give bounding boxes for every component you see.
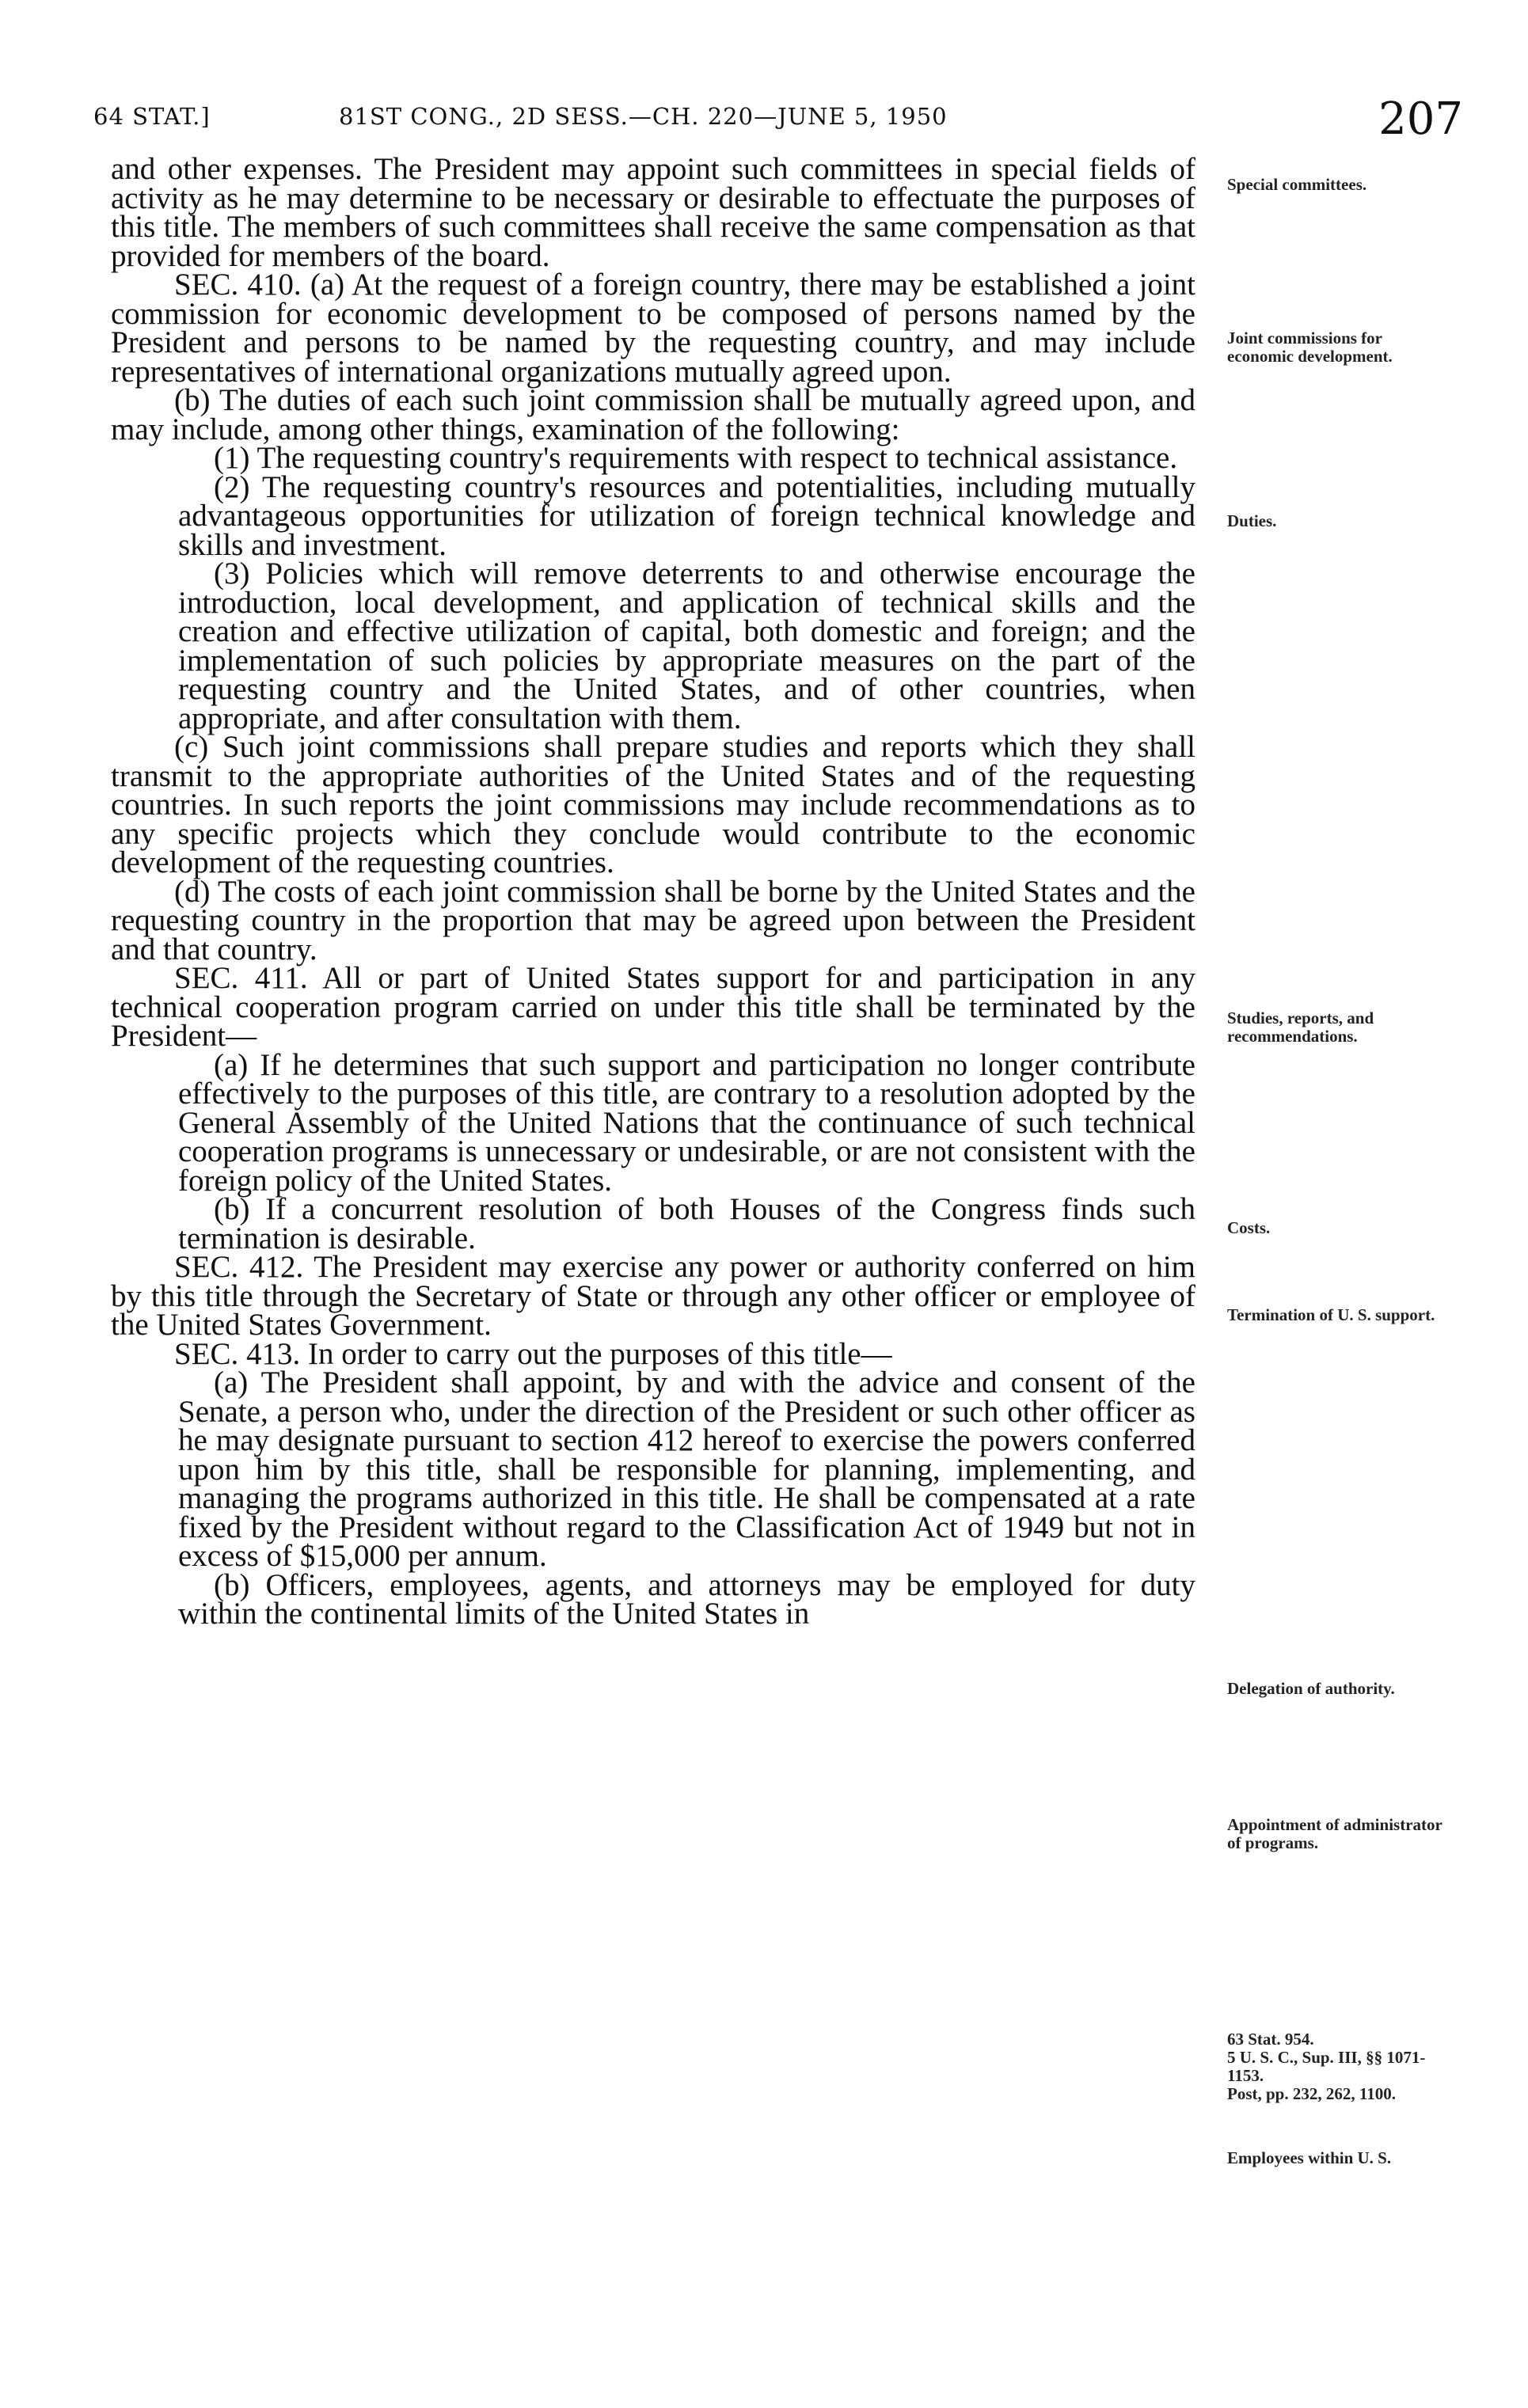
- margin-notes: [1227, 0, 1457, 2408]
- statute-body: [111, 152, 1195, 1631]
- clause-410-b-3: (3) Policies which will remove deterrents to and otherwise encourage the introduction, local development, and application of technical skills and the creation and effective utilization of capital, both domestic and foreign; and the implementation of such policies by appropriate measures on the part of the requesting country and the United States, and of other countries, when appropriate, and after consultation with them.: [178, 556, 1195, 735]
- clause-410-b-2: (2) The requesting country's resources and potentialities, including mutually advantageous opportunities for utilization of foreign technical knowledge and skills and investment.: [178, 469, 1195, 562]
- clause-411-a: (a) If he determines that such support and participation no longer contribute effectively to the purposes of this title, are contrary to a resolution adopted by the General Assembly of the United Nations that the continuance of such technical cooperation programs is unnecessary or undesirable, or are not consistent with the foreign policy of the United States.: [178, 1047, 1195, 1198]
- margin-note-joint-commissions: Joint commissions for economic development.: [1227, 329, 1393, 366]
- margin-note-termination: Termination of U. S. support.: [1227, 1305, 1435, 1324]
- paragraph-sec-410-c: (c) Such joint commissions shall prepare studies and reports which they shall transmit to the appropriate authorities of the United States and of the requesting countries. In such reports the joint commissions may include recommendations as to any specific projects which they conclude would contribute to the economic development of the requesting countries.: [111, 730, 1195, 879]
- margin-note-costs: Costs.: [1227, 1218, 1271, 1237]
- paragraph-committees: and other expenses. The President may appoint such committees in special fields of activity as he may determine to be necessary or desirable to effectuate the purposes of this title. The members of such committees shall receive the same compensation as that provided for members of the board.: [111, 152, 1195, 273]
- margin-note-delegation: Delegation of authority.: [1227, 1679, 1395, 1698]
- margin-note-appointment: Appointment of administrator of programs.: [1227, 1815, 1442, 1852]
- clause-410-b-1: (1) The requesting country's requirements with respect to technical assistance.: [214, 441, 1178, 475]
- paragraph-sec-410-b: (b) The duties of each such joint commission shall be mutually agreed upon, and may include, among other things, examination of the following:: [111, 383, 1195, 446]
- paragraph-sec-410-d: (d) The costs of each joint commission shall be borne by the United States and the requesting country in the proportion that may be agreed upon between the President and that country.: [111, 874, 1195, 967]
- margin-note-studies: Studies, reports, and recommendations.: [1227, 1008, 1374, 1046]
- citation-post: Post, pp. 232, 262, 1100.: [1227, 2084, 1396, 2103]
- margin-note-special-committees: Special committees.: [1227, 175, 1367, 194]
- clause-413-b: (b) Officers, employees, agents, and attorneys may be employed for duty within the continental limits of the United States in: [178, 1567, 1195, 1631]
- citation-stat: 63 Stat. 954.: [1227, 2030, 1314, 2049]
- clause-411-b: (b) If a concurrent resolution of both Houses of the Congress finds such termination is desirable.: [178, 1192, 1195, 1255]
- paragraph-sec-412: SEC. 412. The President may exercise any power or authority conferred on him by this title through the Secretary of State or through any other officer or employee of the United States Government.: [111, 1250, 1195, 1342]
- volume-reference: 64 STAT.]: [93, 103, 211, 130]
- paragraph-sec-410-a: SEC. 410. (a) At the request of a foreign country, there may be established a joint commission for economic development to be composed of persons named by the President and persons to be named by the requesting country, and may include representatives of international organizations mutually agreed upon.: [111, 268, 1195, 389]
- session-chapter-date: 81ST CONG., 2D SESS.—CH. 220—JUNE 5, 1950: [339, 103, 948, 130]
- paragraph-sec-411: SEC. 411. All or part of United States support for and participation in any technical cooperation program carried on under this title shall be terminated by the President—: [111, 961, 1195, 1053]
- margin-note-employees: Employees within U. S.: [1227, 2148, 1392, 2167]
- clause-413-a: (a) The President shall appoint, by and with the advice and consent of the Senate, a person who, under the direction of the President or such other officer as he may designate pursuant to section 412 hereof to exercise the powers conferred upon him by this title, shall be responsible for planning, implementing, and managing the programs authorized in this title. He shall be compensated at a rate fixed by the President without regard to the Classification Act of 1949 but not in excess of $15,000 per annum.: [178, 1365, 1195, 1573]
- citation-usc: 5 U. S. C., Sup. III, §§ 1071-1153.: [1227, 2048, 1426, 2085]
- paragraph-sec-413: SEC. 413. In order to carry out the purposes of this title—: [174, 1336, 892, 1371]
- margin-note-duties: Duties.: [1227, 511, 1277, 530]
- page-number: 207: [1378, 93, 1463, 145]
- margin-note-citations: [1227, 2030, 1449, 2103]
